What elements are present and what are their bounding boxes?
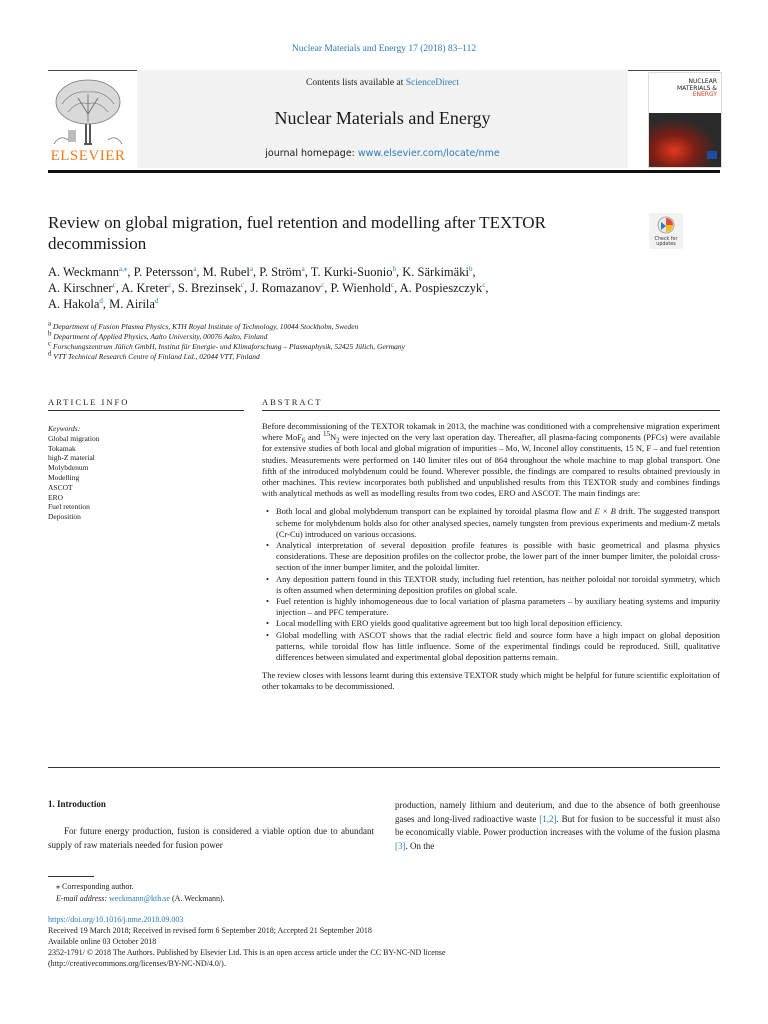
author-affiliation-marker[interactable]: b <box>468 264 473 273</box>
author-affiliation-marker[interactable]: d <box>154 296 159 305</box>
email-suffix: (A. Weckmann). <box>169 894 225 903</box>
homepage-prefix: journal homepage: <box>265 148 355 159</box>
author-name[interactable]: M. Airila <box>109 297 155 311</box>
body-text: production, namely lithium and deuterium, and due to the absence of both greenhouse gases and long-lived radioactive waste <box>395 800 720 824</box>
abstract-text: were injected on the very last operation day. Thereafter, all plasma-facing components (PFCs) were available for extensive studies of both local and global migration of impurities – Mo, W, Inconel alloy constituents, 15 N, F – and fuel retention studies. Measurements were performed on 140 limiter tiles out of 864 throughout the whole machine to map global transport. One fifth of the introduced molybdenum could be found. Wherever possible, the findings are compared to results obtained previously in other machines. This review incorporates both published and unpublished results from this TEXTOR study and combines findings with analytical methods as well as modelling results from two codes, ERO and ASCOT. The main findings are: <box>262 432 720 499</box>
citation-link[interactable]: [3] <box>395 840 406 851</box>
author-name[interactable]: P. Wienhold <box>330 281 391 295</box>
email-label: E-mail address: <box>56 894 108 903</box>
author-name[interactable]: P. Petersson <box>133 265 194 279</box>
author-affiliation-marker[interactable]: c <box>321 280 325 289</box>
keyword: ERO <box>48 492 63 502</box>
homepage-link[interactable]: www.elsevier.com/locate/nme <box>357 148 500 159</box>
abstract-text: and <box>305 432 323 443</box>
article-title: Review on global migration, fuel retention and modelling after TEXTOR decommission <box>48 213 546 253</box>
contents-prefix: Contents lists available at <box>305 78 404 88</box>
finding-text: Both local and global molybdenum transport can be explained by toroidal plasma flow and <box>276 506 595 517</box>
article-info-heading: ARTICLE INFO <box>48 397 130 407</box>
e-cross-b-symbol: E × B <box>594 506 616 517</box>
keyword: Deposition <box>48 512 81 522</box>
keyword: Tokamak <box>48 443 76 453</box>
sciencedirect-link[interactable]: ScienceDirect <box>405 78 459 88</box>
author-affiliation-marker[interactable]: a <box>301 264 305 273</box>
email-link[interactable]: weckmann@kth.se <box>109 894 170 903</box>
affiliation-label: a <box>48 319 52 328</box>
abstract-text: N <box>329 432 337 443</box>
affiliation-text: Forschungszentrum Jülich GmbH, Institut für Energie- und Klimaforschung – Plasmaphysik, 52425 Jülich, Germany <box>52 342 405 351</box>
elsevier-wordmark: ELSEVIER <box>50 148 126 164</box>
subscript: 6 <box>301 436 306 445</box>
keywords-block <box>48 424 238 522</box>
body-text: . On the <box>405 840 435 851</box>
keyword: Global migration <box>48 433 100 443</box>
author-affiliation-marker[interactable]: c <box>241 280 245 289</box>
journal-reference[interactable]: Nuclear Materials and Energy 17 (2018) 83–112 <box>291 44 477 54</box>
affiliation-label: b <box>48 329 52 338</box>
affiliation-text: VTT Technical Research Centre of Finland Ltd., 02044 VTT, Finland <box>53 352 260 361</box>
subscript: 2 <box>336 436 340 445</box>
affiliation-label: c <box>48 339 52 348</box>
abstract-heading: ABSTRACT <box>262 397 323 407</box>
available-online: Available online 03 October 2018 <box>48 937 157 946</box>
received-dates: Received 19 March 2018; Received in revised form 6 September 2018; Accepted 21 September 2018 <box>48 926 372 935</box>
finding-text: drift. The suggested transport scheme for molybdenum holds also for other analysed species, namely tungsten from previous experiments and medium-Z metals (Cr-Cu) introduced on various occasions. <box>276 506 721 539</box>
main-findings-list <box>262 506 720 663</box>
abstract-intro <box>262 421 720 499</box>
finding-item: • Analytical interpretation of several deposition profile features is possible with basic geometrical and plasma physics considerations. These are deposition profiles on the collector probe, the lower part of the inner bumper limiter, the poloidal cross-section of the inner bumper limiter, and the poloidal limiter. <box>262 540 720 574</box>
introduction-heading: 1. Introduction <box>48 799 106 809</box>
keyword: Modelling <box>48 472 80 482</box>
affiliation <box>48 339 708 352</box>
svg-text:Check for: Check for <box>654 237 678 242</box>
author-name[interactable]: A. Pospieszczyk <box>399 281 483 295</box>
abstract-closing: The review closes with lessons learnt during this extensive TEXTOR study which might be helpful for future scientific exploitation of other tokamaks to be decommissioned. <box>262 670 720 692</box>
author-list: A. Weckmann$^{a,⁎}$, P. Petersson$^a$, M. Rubel$^a$, P. Ström$^a$, T. Kurki-Suonio$^b$, K. Särkimäki$^b$, A. Kirschner$^c$, A. Kreter$^c$, S. Brezinsek$^c$, J. Romazanov$^c$, P. Wienhold$^c$, A. Pospieszczyk$^c$, A. Hakola$^d$, M. Airila$^d$ <box>48 264 489 311</box>
body-text: . But for fusion to be successful it must also be economically viable. Power production increases with the volume of the fusion plasma <box>395 813 721 838</box>
affiliation <box>48 329 708 342</box>
author-affiliation-marker[interactable]: c <box>112 280 116 289</box>
article-footer <box>48 914 446 969</box>
keyword: high-Z material <box>48 453 95 463</box>
body-left-column: For future energy production, fusion is considered a viable option due to abundant supply of raw materials needed for fusion power <box>48 826 374 850</box>
license-url: (http://creativecommons.org/licenses/BY-NC-ND/4.0/). <box>48 959 226 968</box>
finding-item: • Any deposition pattern found in this TEXTOR study, including fuel retention, has neither poloidal nor toroidal symmetry, which is often assumed when determining deposition profiles on global scale. <box>262 574 720 596</box>
section-divider <box>48 767 720 768</box>
cover-title <box>677 79 717 99</box>
cover-line: ENERGY <box>692 91 717 98</box>
affiliation-label: d <box>48 349 52 358</box>
doi-link[interactable]: https://doi.org/10.1016/j.nme.2018.09.003 <box>48 915 184 924</box>
cover-line: NUCLEAR <box>688 78 717 85</box>
journal-title[interactable]: Nuclear Materials and Energy <box>274 108 491 128</box>
journal-cover-thumbnail[interactable] <box>648 72 722 168</box>
author-name[interactable]: A. Kirschner <box>48 281 113 295</box>
abstract-text: Before decommissioning of the TEXTOR tokamak in 2013, the machine was conditioned with a comprehensive migration experiment where MoF <box>262 421 720 443</box>
author-name[interactable]: S. Brezinsek <box>177 281 241 295</box>
corresponding-label: ⁎ Corresponding author. <box>56 882 134 891</box>
citation-link[interactable]: [1,2] <box>539 813 557 824</box>
affiliation-text: Department of Applied Physics, Aalto University, 00076 Aalto, Finland <box>53 332 268 341</box>
author-name[interactable]: A. Hakola <box>48 297 100 311</box>
author-name[interactable]: T. Kurki-Suonio <box>310 265 393 279</box>
keyword-list <box>48 434 238 522</box>
author-name[interactable]: A. Kreter <box>121 281 169 295</box>
finding-item <box>262 506 720 540</box>
abstract-body <box>262 421 720 693</box>
affiliation <box>48 349 708 362</box>
author-affiliation-marker[interactable]: c <box>168 280 172 289</box>
finding-item: • Fuel retention is highly inhomogeneous due to local variation of plasma parameters – by auxiliary heating systems and impurity injection – and PFC temperature. <box>262 596 720 618</box>
corresponding-author-footnote <box>56 881 225 905</box>
author-affiliation-marker[interactable]: c <box>482 280 486 289</box>
author-affiliation-marker[interactable]: a <box>193 264 197 273</box>
header-bottom-rule <box>48 170 720 173</box>
footnote-rule <box>48 876 94 877</box>
keyword: Molybdenum <box>48 463 89 473</box>
author-name[interactable]: P. Ström <box>259 265 302 279</box>
author-affiliation-marker[interactable]: a <box>249 264 254 273</box>
author-name[interactable]: A. Weckmann <box>48 265 119 279</box>
affiliation-list <box>48 319 708 362</box>
author-affiliation-marker[interactable]: a,⁎ <box>118 264 128 273</box>
check-for-updates-badge[interactable] <box>649 213 683 249</box>
license-text: 2352-1791/ © 2018 The Authors. Published by Elsevier Ltd. This is an open access article under the CC BY-NC-ND license <box>48 948 446 957</box>
superscript: 15 <box>322 430 330 439</box>
cover-line: MATERIALS & <box>676 84 717 92</box>
author-name[interactable]: J. Romazanov <box>250 281 322 295</box>
author-affiliation-marker[interactable]: c <box>390 280 395 289</box>
svg-text:updates: updates <box>656 242 676 247</box>
affiliation-text: Department of Fusion Plasma Physics, KTH Royal Institute of Technology, 10044 Stockholm, Sweden <box>52 322 359 331</box>
email-line <box>56 893 225 905</box>
author-affiliation-marker[interactable]: d <box>99 296 103 305</box>
keyword: ASCOT <box>48 482 73 492</box>
author-affiliation-marker[interactable]: b <box>392 264 397 273</box>
keyword: Fuel retention <box>48 502 90 512</box>
abstract-rule <box>262 410 720 411</box>
body-right-column <box>395 799 720 853</box>
journal-homepage <box>137 148 628 159</box>
finding-item: • Local modelling with ERO yields good qualitative agreement but too high local deposition efficiency. <box>262 618 720 629</box>
author-name[interactable]: M. Rubel <box>202 265 250 279</box>
affiliation <box>48 319 708 332</box>
author-name[interactable]: K. Särkimäki <box>402 265 469 279</box>
finding-item: • Global modelling with ASCOT shows that the radial electric field and source form have a high impact on global deposition patterns, while toroidal flow has little influence. Some of the experimental findings could be reproduced. Still, qualitative differences between simulated and experimental global deposition patterns remain. <box>262 630 720 664</box>
article-info-rule <box>48 410 244 411</box>
keywords-label: Keywords: <box>48 424 81 433</box>
contents-availability <box>137 78 628 88</box>
